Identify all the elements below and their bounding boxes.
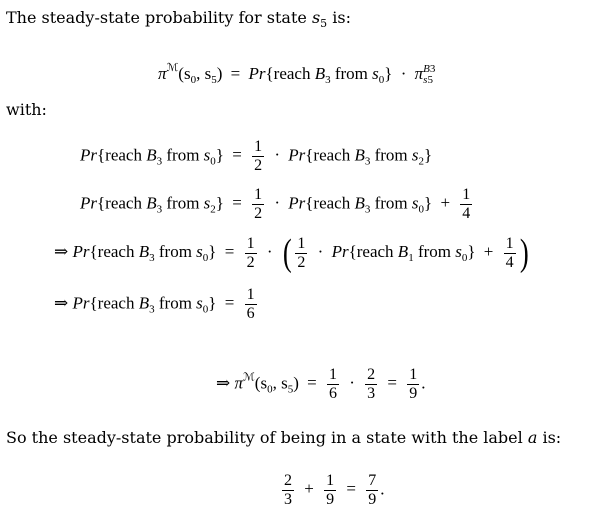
conclusion-sentence: So the steady-state probability of being in a state with the label a is:: [6, 428, 562, 447]
with-label: with:: [6, 100, 47, 119]
equation-reach-b3-s0: Pr{reach $B_3$ from $s_0$} = $\frac{1}{2}$ · Pr{reach $B_3$ from $s_2$}: [80, 138, 433, 174]
equation-label-a: $\frac{2}{3}$ + $\frac{1}{9}$ = $\frac{7}{9}$ .: [284, 472, 385, 508]
equation-substitution: ⇒ Pr{reach $B_3$ from $s_0$} = $\frac{1}{2}$ · ( $\frac{1}{2}$ · Pr{reach $B_1$ from $s_0$} + $\frac{1}{4}$ ): [54, 232, 529, 274]
equation-steady-state: $\pi^ℳ(s_0$, $s_5$) = Pr{reach $B_3$ from $s_0\} \cdot \pi$ B3 s5: [158, 62, 436, 87]
equation-final-pi: ⇒ $\pi^ℳ(s_0$, $s_5$) = $\frac{1}{6}$ · $\frac{2}{3}$ = $\frac{1}{9}$ .: [216, 366, 426, 402]
equation-result-reach: ⇒ Pr{reach $B_3$ from $s_0$} = $\frac{1}{6}$: [54, 286, 255, 322]
intro-sentence: The steady-state probability for state $s_5$ is:: [6, 8, 351, 30]
equation-reach-b3-s2: Pr{reach $B_3$ from $s_2$} = $\frac{1}{2}$ · Pr{reach $B_3$ from $s_0$} + $\frac{1}{4}$: [80, 186, 471, 222]
